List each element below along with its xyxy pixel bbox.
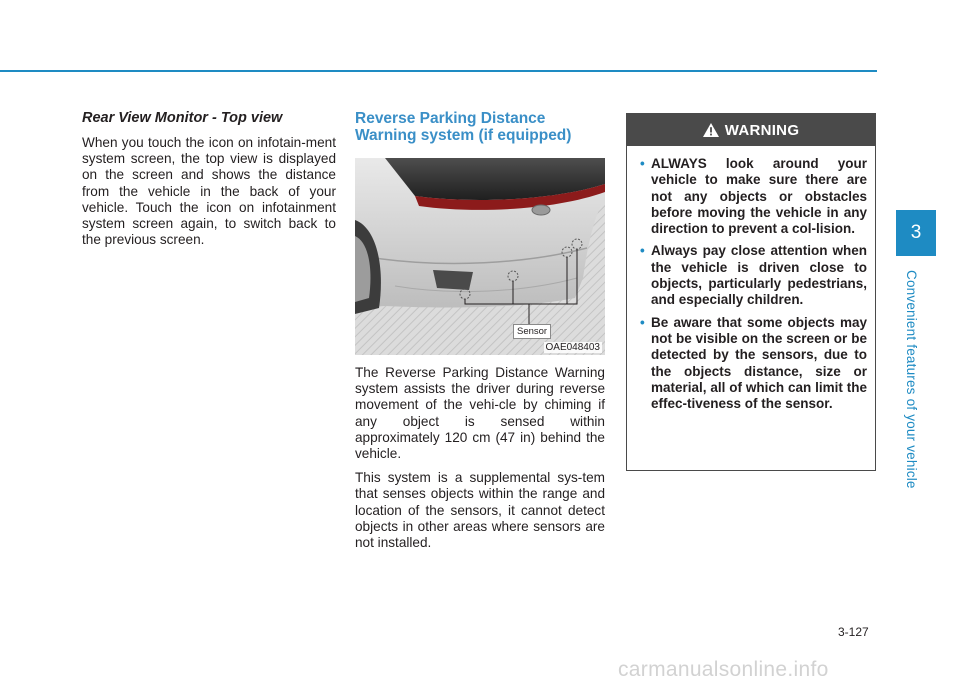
title-line-2: Warning system (if equipped) xyxy=(355,127,572,144)
warning-header xyxy=(627,114,875,146)
warning-item: • Be aware that some objects may not be visible on the screen or be detected by the sensors, due to the objects distance, size or material, all of which can limit the effec-tiveness of the sensor. xyxy=(641,315,867,413)
chapter-title: Convenient features of your vehicle xyxy=(904,270,919,489)
middle-column xyxy=(355,110,605,559)
watermark: carmanualsonline.info xyxy=(618,658,829,681)
rear-bumper-illustration xyxy=(355,158,605,355)
left-column xyxy=(82,110,336,256)
page-number: 3-127 xyxy=(838,625,869,639)
figure-code: OAE048403 xyxy=(545,342,600,353)
warning-box xyxy=(626,113,876,471)
warning-item: • ALWAYS look around your vehicle to make sure there are not any objects or obstacles before moving the vehicle in any direction to prevent a col-lision. xyxy=(641,156,867,237)
header-rule xyxy=(0,70,877,72)
warning-item: • Always pay close attention when the vehicle is driven close to objects, particularly pedestrians, and especially children. xyxy=(641,243,867,308)
section-title-rear-view: Rear View Monitor - Top view xyxy=(82,110,283,126)
parking-warning-paragraph-2: This system is a supplemental sys-tem that senses objects within the range and location of the sensors, it cannot detect objects in other areas where sensors are not installed. xyxy=(355,470,605,551)
rear-view-paragraph: When you touch the icon on infotain-ment system screen, the top view is displayed on the screen and shows the distance from the vehicle in the back of your vehicle. Touch the icon on infotainment system screen again, to switch back to the previous screen. xyxy=(82,135,336,248)
section-title-parking-warning xyxy=(355,110,605,144)
sensor-label: Sensor xyxy=(513,324,551,339)
car-rear-drawing xyxy=(355,158,605,355)
warning-triangle-icon xyxy=(703,123,719,137)
warning-list xyxy=(627,146,875,412)
parking-warning-paragraph-1: The Reverse Parking Distance Warning system assists the driver during reverse movement of the vehi-cle by chiming if any object is sensed within approximately 120 cm (47 in) behind the vehicle. xyxy=(355,365,605,462)
chapter-number-tab: 3 xyxy=(896,210,936,256)
warning-title: WARNING xyxy=(724,121,800,139)
title-line-1: Reverse Parking Distance xyxy=(355,110,546,127)
